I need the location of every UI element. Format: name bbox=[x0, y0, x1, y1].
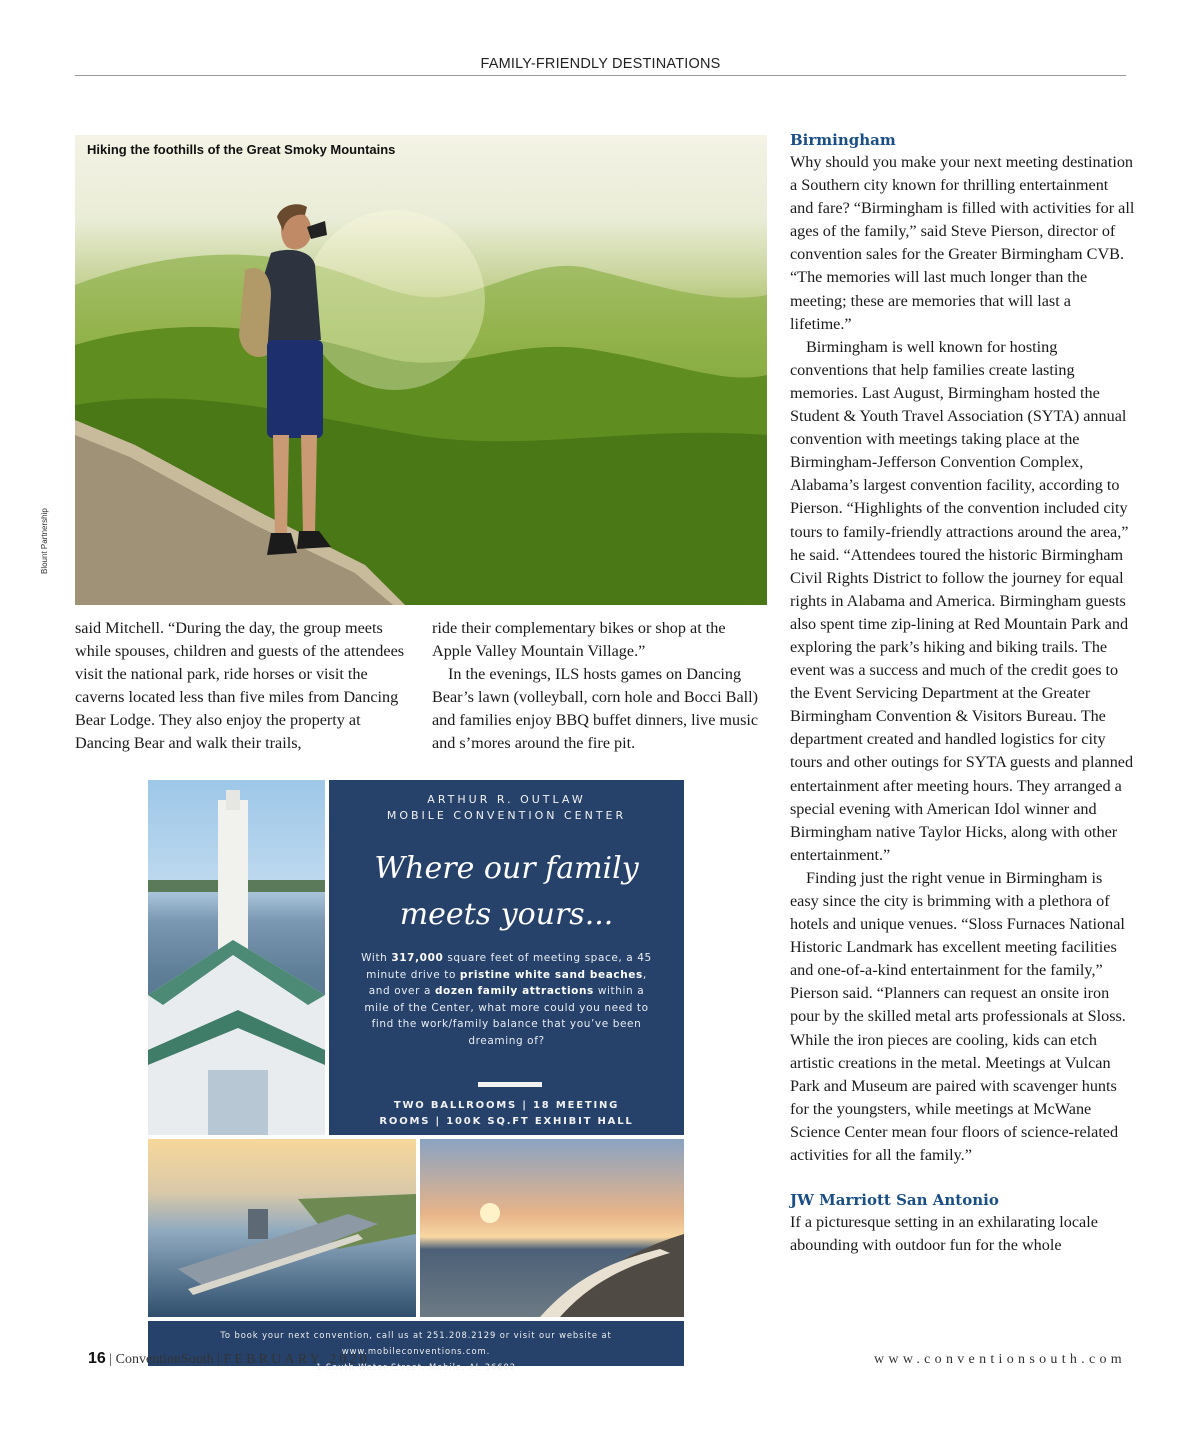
birmingham-heading: Birmingham bbox=[790, 131, 896, 149]
beach-illustration bbox=[420, 1139, 684, 1317]
photo-caption: Hiking the foothills of the Great Smoky Mountains bbox=[87, 142, 396, 157]
ad-contact-line: To book your next convention, call us at 251.208.2129 or visit our website at www.mobileconventions.com. bbox=[220, 1330, 612, 1356]
convention-center-ad bbox=[148, 780, 684, 1372]
ad-body-run: within a mile of the Center, what more could you need to find the work/family balance that you’ve been dreaming of? bbox=[364, 985, 649, 1047]
birmingham-paragraph-1: Why should you make your next meeting destination a Southern city known for thrilling entertainment and fare? “Birmingham is filled with activities for all ages of the family,” said Steve Pierson, director of convention sales for the Greater Birmingham CVB. “The memories will last much longer than the meeting; these are memories that will last a lifetime.” bbox=[790, 153, 1135, 333]
hiker-photo-illustration bbox=[75, 135, 767, 605]
ad-rooms-line: TWO BALLROOMS | 18 MEETING bbox=[393, 1100, 620, 1111]
article-paragraph: In the evenings, ILS hosts games on Dancing Bear’s lawn (volleyball, corn hole and Bocci Ball) and families enjoy BBQ buffet dinners, live music and s’mores around the fire pit. bbox=[432, 665, 759, 753]
ad-venue-line: ARTHUR R. OUTLAW bbox=[427, 793, 586, 806]
battleship-illustration bbox=[148, 1139, 416, 1317]
jw-marriott-heading: JW Marriott San Antonio bbox=[790, 1191, 999, 1210]
folio-separator: | bbox=[109, 1352, 116, 1367]
ad-room-summary bbox=[329, 1098, 684, 1130]
ad-address-line: 1 South Water Street, Mobile, AL 36602 bbox=[316, 1362, 516, 1372]
header-rule bbox=[75, 75, 1126, 76]
folio-separator: | bbox=[217, 1352, 224, 1367]
website-url: www.conventionsouth.com bbox=[874, 1352, 1126, 1367]
convention-center-illustration bbox=[148, 780, 325, 1135]
ad-venue-line: MOBILE CONVENTION CENTER bbox=[386, 809, 627, 822]
photo-credit: Blount Partnership bbox=[40, 508, 49, 574]
ad-tagline-line: meets yours... bbox=[399, 897, 614, 932]
article-column-3 bbox=[790, 129, 1135, 1257]
article-paragraph: said Mitchell. “During the day, the group meets while spouses, children and guests of the attendees visit the national park, ride horses or visit the caverns located less than five miles from Dancing Bear Lodge. They also enjoy the property at Dancing Bear and walk their trails, bbox=[75, 619, 405, 753]
ad-body-run: , and over a bbox=[368, 968, 647, 998]
ad-text-panel bbox=[329, 780, 684, 1135]
running-head: FAMILY-FRIENDLY DESTINATIONS bbox=[480, 56, 721, 72]
magazine-name: ConventionSouth bbox=[115, 1352, 214, 1367]
article-column-1 bbox=[75, 617, 415, 756]
beach-sunset-photo bbox=[420, 1139, 684, 1317]
jw-marriott-paragraph: If a picturesque setting in an exhilarating locale abounding with outdoor fun for the whole bbox=[790, 1213, 1098, 1255]
battleship-photo bbox=[148, 1139, 416, 1317]
birmingham-paragraph-2: Birmingham is well known for hosting conventions that help families create lasting memories. Last August, Birmingham hosted the Student & Youth Travel Association (SYTA) annual convention with meetings taking place at the Birmingham-Jefferson Convention Complex, Alabama’s largest convention facility, according to Pierson. “Highlights of the convention included city tours to family-friendly attractions around the area,” he said. “Attendees toured the historic Birmingham Civil Rights District to follow the journey for equal rights in Alabama and America. Birmingham guests also spent time zip-lining at Red Mountain Park and exploring the park’s hiking and biking trails. The event was a success and much of the credit goes to the Event Servicing Department at the Greater Birmingham Convention & Visitors Bureau. The department created and handled logistics for city tours and other outings for SYTA guests and planned entertainment after meeting hours. They arranged a special evening with American Idol winner and Birmingham native Taylor Hicks, along with other entertainment.” bbox=[790, 337, 1134, 864]
ad-body-text bbox=[359, 950, 654, 1050]
ad-body-run: square feet of meeting space, a 45 minute drive to bbox=[366, 952, 652, 981]
issue-date: FEBRUARY 2020 bbox=[223, 1352, 370, 1367]
birmingham-paragraph-3: Finding just the right venue in Birmingham is easy since the city is brimming with a plethora of hotels and unique venues. “Sloss Furnaces National Historic Landmark has excellent meeting facilities and one-of-a-kind entertainment for the family,” Pierson said. “Planners can request an onsite iron pour by the skilled metal arts professionals at Sloss. While the iron pieces are cooling, kids can etch artistic creations in the metal. Meetings at Vulcan Park and Museum are paired with scavenger hunts for the youngsters, while meetings at McWane Science Center mean four floors of science-related activities for all the family.” bbox=[790, 868, 1126, 1165]
ad-body-run: With bbox=[361, 952, 392, 964]
ad-body-highlight: 317,000 bbox=[391, 952, 444, 964]
section-gap bbox=[790, 1167, 1135, 1189]
ad-divider-bar bbox=[478, 1082, 542, 1087]
article-column-2 bbox=[432, 617, 767, 756]
ad-body-highlight: dozen family attractions bbox=[434, 985, 594, 998]
ad-body-highlight: pristine white sand beaches bbox=[459, 968, 643, 981]
convention-center-photo bbox=[148, 780, 325, 1135]
ad-tagline bbox=[329, 846, 684, 938]
article-paragraph: ride their complementary bikes or shop at the Apple Valley Mountain Village.” bbox=[432, 619, 726, 661]
hiker-photo bbox=[75, 135, 767, 605]
ad-rooms-line: ROOMS | 100K SQ.FT EXHIBIT HALL bbox=[379, 1116, 634, 1127]
ad-venue-name bbox=[329, 792, 684, 824]
page-folio bbox=[88, 1350, 370, 1368]
ad-tagline-line: Where our family bbox=[374, 851, 639, 886]
page-number: 16 bbox=[88, 1350, 106, 1367]
